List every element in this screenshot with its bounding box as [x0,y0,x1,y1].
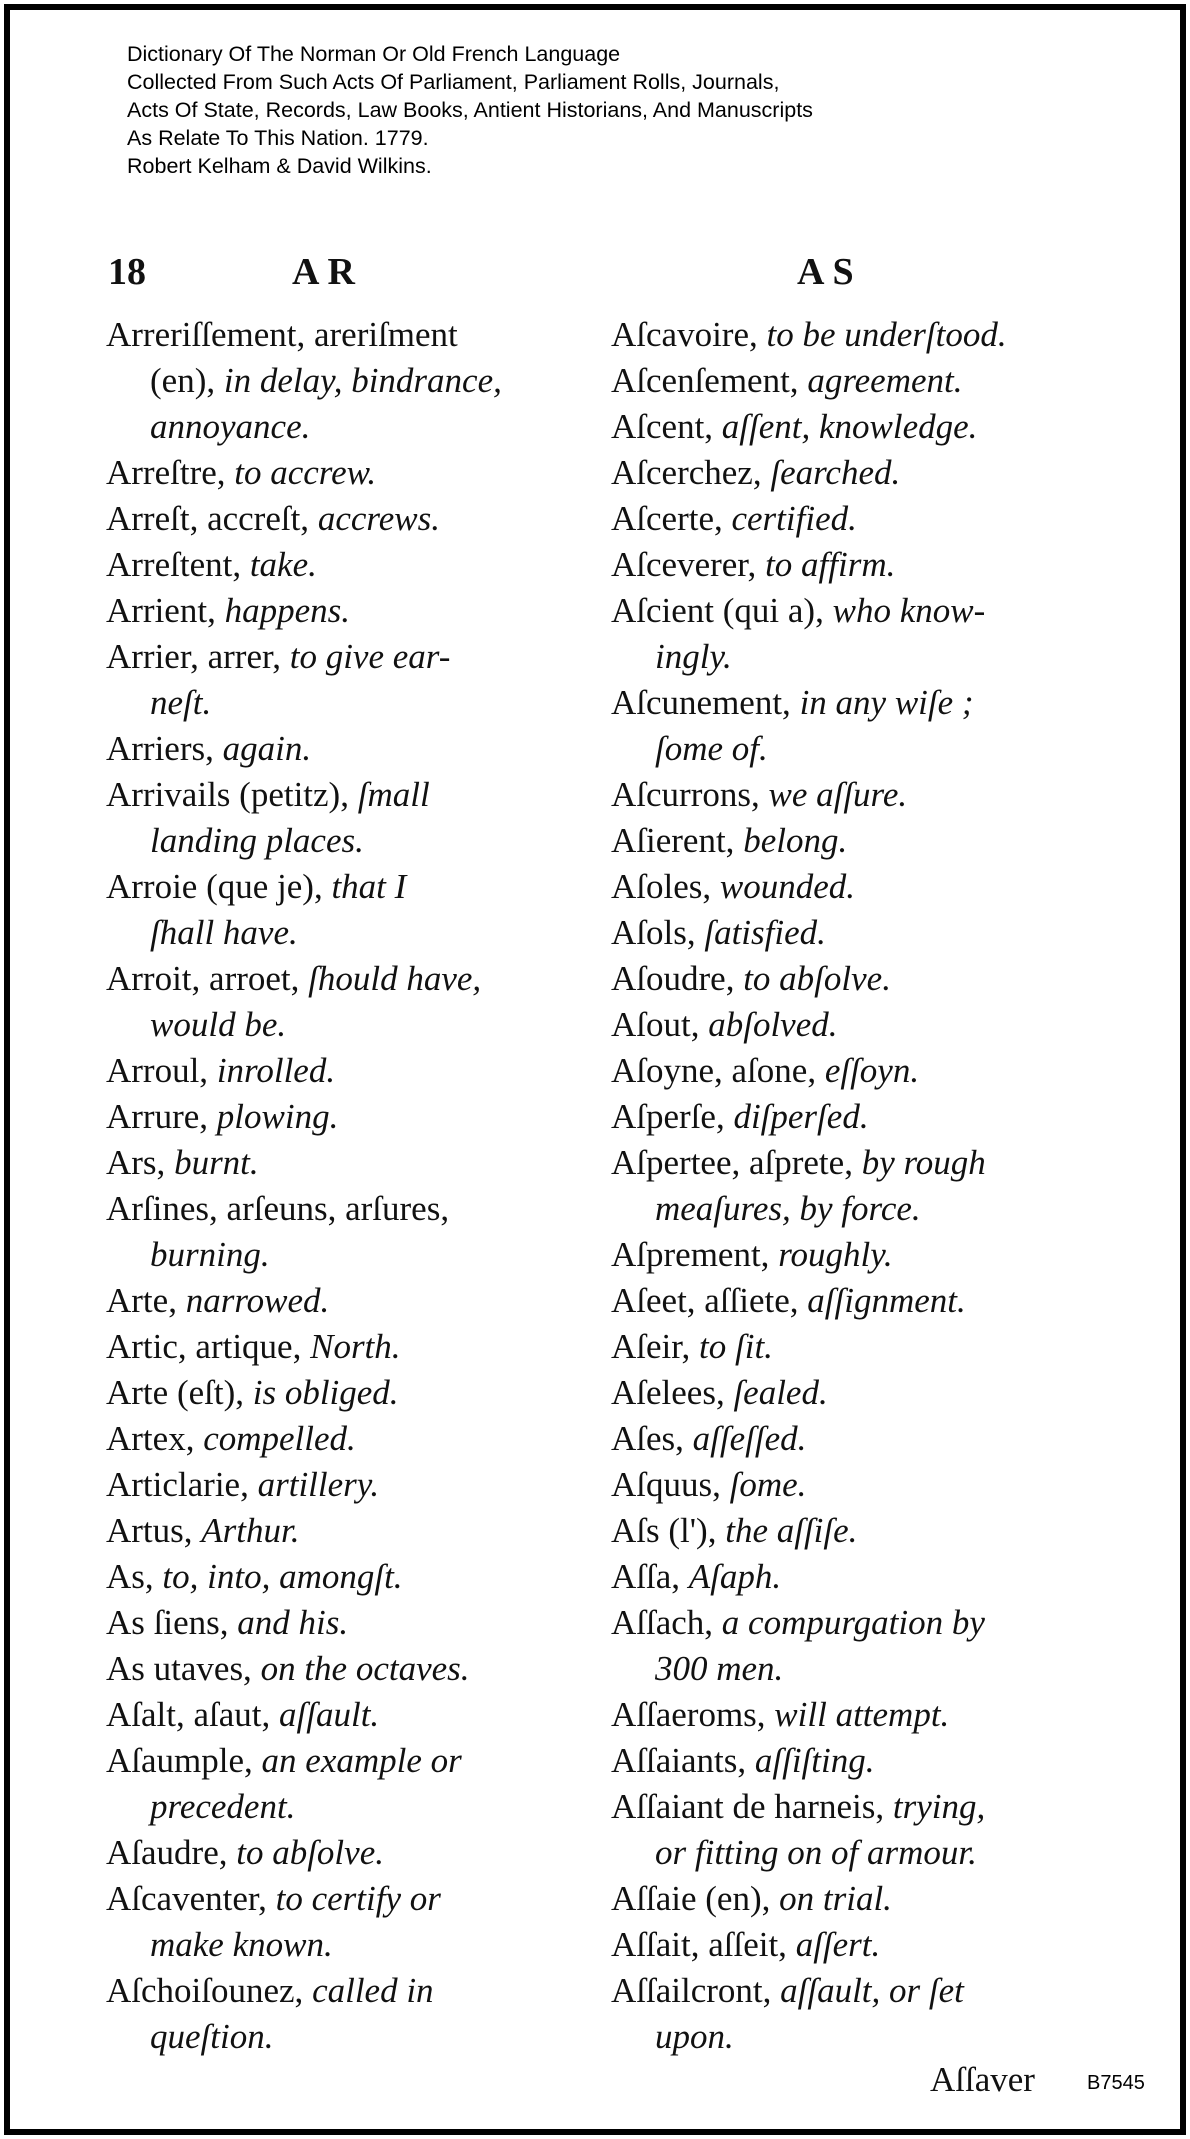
entry-definition: landing places. [150,821,364,860]
dictionary-entry [611,312,1081,358]
entry-definition: to affirm. [765,545,896,584]
entry-definition: abſolved. [708,1005,838,1044]
catchword: Aſſaver [930,2060,1035,2099]
entry-headword: As ſiens, [106,1603,238,1642]
entry-headword: Aſſach, [611,1603,722,1642]
entry-headword: Aſeet, aſſiete, [611,1281,808,1320]
entry-definition: to be underſtood. [766,315,1007,354]
entry-headword: Aſcunement, [611,683,800,722]
entry-definition: to, into, amongſt. [162,1557,403,1596]
dictionary-entry [106,1968,576,2060]
entry-headword: Aſcenſement, [611,361,808,400]
image-code: B7545 [1087,2072,1145,2094]
entry-headword: Arreriſſement, areriſment [106,315,458,354]
entry-headword: Arriers, [106,729,223,768]
dictionary-entry [611,1416,1081,1462]
dictionary-entry [611,1370,1081,1416]
entry-definition: on trial. [779,1879,892,1918]
dictionary-entry [106,1738,576,1830]
page-number: 18 [108,251,146,293]
entry-headword: Aſſa, [611,1557,689,1596]
dictionary-entry [611,1508,1081,1554]
entry-definition: queſtion. [150,2017,274,2056]
entry-definition: eſſoyn. [824,1051,920,1090]
entry-definition: wounded. [719,867,856,906]
entry-definition: would be. [150,1005,287,1044]
dictionary-entry [106,726,576,772]
dictionary-entry [106,1094,576,1140]
entry-definition: aſſeſſed. [692,1419,807,1458]
entry-definition: to abſolve. [236,1833,384,1872]
dictionary-entry [611,1232,1081,1278]
entry-definition: artillery. [257,1465,380,1504]
entry-definition: compelled. [203,1419,356,1458]
entry-headword: Arroit, arroet, [106,959,309,998]
entry-headword: Aſcient (qui a), [611,591,833,630]
entry-headword: Artic, artique, [106,1327,311,1366]
entry-definition: Arthur. [201,1511,300,1550]
entry-headword: (en), [150,361,224,400]
entry-headword: Articlarie, [106,1465,258,1504]
entry-headword: Artus, [106,1511,202,1550]
entry-definition: called in [312,1971,434,2010]
left-column-head: AR [292,251,363,293]
entry-headword: Artex, [106,1419,204,1458]
dictionary-entry [611,1692,1081,1738]
entry-headword: Aſchoiſounez, [106,1971,313,2010]
dictionary-entry [611,1738,1081,1784]
dictionary-entry [611,1324,1081,1370]
dictionary-entry [611,1968,1081,2060]
entry-definition: to abſolve. [743,959,891,998]
dictionary-entry [106,1186,576,1278]
dictionary-entry [106,1048,576,1094]
entry-definition: precedent. [150,1787,296,1826]
entry-headword: Arreſtre, [106,453,235,492]
entry-headword: Aſcerchez, [611,453,771,492]
entry-definition: certified. [731,499,857,538]
entry-definition: by rough [861,1143,986,1182]
entry-definition: North. [310,1327,401,1366]
dictionary-entry [106,1462,576,1508]
entry-headword: Aſols, [611,913,705,952]
dictionary-entry [611,496,1081,542]
caption-line: Dictionary Of The Norman Or Old French Language [127,42,621,66]
entry-headword: Aſeir, [611,1327,700,1366]
entry-definition: on the octaves. [260,1649,470,1688]
entry-definition: roughly. [778,1235,893,1274]
dictionary-entry [106,1278,576,1324]
entry-headword: Aſes, [611,1419,693,1458]
running-head [0,250,1190,300]
entry-definition: ſearched. [770,453,901,492]
dictionary-entry [611,1784,1081,1876]
entry-definition: upon. [655,2017,734,2056]
entry-definition: burning. [150,1235,270,1274]
entry-definition: again. [222,729,312,768]
entry-headword: Aſcurrons, [611,775,769,814]
entry-headword: Aſaumple, [106,1741,262,1780]
entry-headword: Aſceverer, [611,545,766,584]
dictionary-entry [611,1048,1081,1094]
dictionary-entry [106,1600,576,1646]
dictionary-entry [611,542,1081,588]
dictionary-entry [611,956,1081,1002]
dictionary-entry [611,1876,1081,1922]
entry-definition: make known. [150,1925,333,1964]
dictionary-entry [106,956,576,1048]
dictionary-entry [106,1508,576,1554]
dictionary-entry [106,496,576,542]
entry-definition: that I [331,867,407,906]
entry-definition: to give ear- [289,637,451,676]
entry-definition: narrowed. [185,1281,330,1320]
entry-definition: accrews. [317,499,440,538]
entry-definition: meaſures, by force. [655,1189,921,1228]
entry-definition: or fitting on of armour. [655,1833,977,1872]
dictionary-entry [106,1830,576,1876]
dictionary-entry [611,772,1081,818]
dictionary-entry [611,910,1081,956]
dictionary-entry [611,1462,1081,1508]
entry-definition: the aſſiſe. [725,1511,858,1550]
entry-headword: Aſprement, [611,1235,779,1274]
dictionary-entry [106,772,576,864]
dictionary-entry [611,1922,1081,1968]
entry-headword: Aſoles, [611,867,720,906]
dictionary-entry [611,1002,1081,1048]
entry-headword: Aſperſe, [611,1097,734,1136]
entry-definition: aſſiſting. [754,1741,875,1780]
entry-definition: neſt. [150,683,212,722]
dictionary-entry [106,1876,576,1968]
caption-line: Collected From Such Acts Of Parliament, Parliament Rolls, Journals, [127,70,780,94]
entry-headword: Aſelees, [611,1373,734,1412]
entry-definition: belong. [743,821,848,860]
entry-headword: Arte, [106,1281,186,1320]
entry-definition: diſperſed. [733,1097,869,1136]
entry-definition: trying, [892,1787,986,1826]
entry-headword: Arrure, [106,1097,217,1136]
entry-headword: Arreſtent, [106,545,250,584]
entry-headword: Aſaudre, [106,1833,237,1872]
entry-headword: Aſcent, [611,407,722,446]
dictionary-entry [611,680,1081,772]
left-column [106,312,576,2060]
entry-definition: aſſignment. [807,1281,966,1320]
entry-headword: Aſpertee, aſprete, [611,1143,862,1182]
entry-definition: burnt. [174,1143,259,1182]
entry-headword: Aſſaeroms, [611,1695,775,1734]
entry-headword: Aſſailcront, [611,1971,781,2010]
entry-headword: Aſalt, aſaut, [106,1695,280,1734]
entry-definition: ſmall [357,775,430,814]
entry-definition: inrolled. [216,1051,336,1090]
title-caption [127,40,813,180]
dictionary-entry [106,1692,576,1738]
dictionary-entry [106,634,576,726]
dictionary-entry [106,1646,576,1692]
entry-headword: Ars, [106,1143,175,1182]
entry-headword: Arſines, arſeuns, arſures, [106,1189,450,1228]
entry-headword: Arrivails (petitz), [106,775,358,814]
entry-definition: ingly. [655,637,732,676]
entry-definition: is obliged. [252,1373,399,1412]
entry-definition: agreement. [807,361,963,400]
dictionary-entry [106,1370,576,1416]
entry-definition: in any wiſe ; [799,683,974,722]
entry-headword: Aſquus, [611,1465,730,1504]
entry-headword: Aſierent, [611,821,744,860]
entry-headword: Arreſt, accreſt, [106,499,318,538]
entry-headword: Arte (eſt), [106,1373,253,1412]
entry-headword: Arroul, [106,1051,217,1090]
entry-definition: who know- [832,591,986,630]
dictionary-entry [611,1140,1081,1232]
entry-definition: an example or [261,1741,462,1780]
entry-definition: we aſſure. [768,775,908,814]
entry-definition: ſealed. [733,1373,828,1412]
entry-headword: Arrier, arrer, [106,637,290,676]
right-column-head: AS [797,251,862,293]
entry-definition: Aſaph. [688,1557,782,1596]
entry-headword: Arroie (que je), [106,867,332,906]
entry-definition: happens. [224,591,350,630]
dictionary-entry [611,588,1081,680]
entry-definition: to ſit. [699,1327,773,1366]
entry-definition: and his. [237,1603,349,1642]
dictionary-entry [106,312,576,450]
entry-definition: take. [249,545,317,584]
dictionary-entry [106,1416,576,1462]
entry-definition: aſſert. [795,1925,881,1964]
entry-definition: ſatisfied. [704,913,826,952]
entry-definition: aſſent, knowledge. [721,407,978,446]
entry-headword: Aſoudre, [611,959,744,998]
entry-definition: aſſault, or ſet [780,1971,964,2010]
entry-definition: ſome of. [655,729,768,768]
entry-headword: Aſſait, aſſeit, [611,1925,796,1964]
entry-headword: Aſs (l'), [611,1511,726,1550]
entry-headword: Aſcerte, [611,499,732,538]
entry-definition: to certify or [275,1879,441,1918]
entry-headword: Aſſaiants, [611,1741,755,1780]
caption-line: Acts Of State, Records, Law Books, Antient Historians, And Manuscripts [127,98,813,122]
entry-headword: Aſſaie (en), [611,1879,780,1918]
entry-definition: 300 men. [655,1649,784,1688]
entry-headword: Aſoyne, aſone, [611,1051,825,1090]
dictionary-entry [611,1094,1081,1140]
entry-definition: will attempt. [774,1695,950,1734]
caption-line: As Relate To This Nation. 1779. [127,126,429,150]
entry-headword: Aſcavoire, [611,315,767,354]
entry-headword: As utaves, [106,1649,261,1688]
dictionary-entry [611,1278,1081,1324]
entry-definition: ſhould have, [308,959,482,998]
dictionary-entry [611,818,1081,864]
entry-headword: Aſcaventer, [106,1879,276,1918]
dictionary-entry [106,1324,576,1370]
entry-definition: ſhall have. [150,913,298,952]
dictionary-entry [611,404,1081,450]
entry-definition: plowing. [216,1097,339,1136]
entry-definition: aſſault. [279,1695,380,1734]
dictionary-entry [106,1554,576,1600]
dictionary-entry [611,450,1081,496]
entry-definition: a compurgation by [721,1603,985,1642]
caption-line: Robert Kelham & David Wilkins. [127,154,432,178]
dictionary-entry [611,358,1081,404]
right-column [611,312,1081,2060]
dictionary-entry [106,864,576,956]
dictionary-entry [106,588,576,634]
dictionary-entry [611,1554,1081,1600]
entry-headword: Aſſaiant de harneis, [611,1787,893,1826]
entry-definition: in delay, bindrance, [223,361,502,400]
entry-headword: Arrient, [106,591,225,630]
entry-definition: ſome. [729,1465,807,1504]
entry-headword: As, [106,1557,163,1596]
dictionary-entry [106,542,576,588]
entry-definition: to accrew. [234,453,377,492]
dictionary-entry [611,864,1081,910]
entry-definition: annoyance. [150,407,311,446]
dictionary-entry [106,450,576,496]
dictionary-entry [611,1600,1081,1692]
entry-headword: Aſout, [611,1005,709,1044]
dictionary-entry [106,1140,576,1186]
